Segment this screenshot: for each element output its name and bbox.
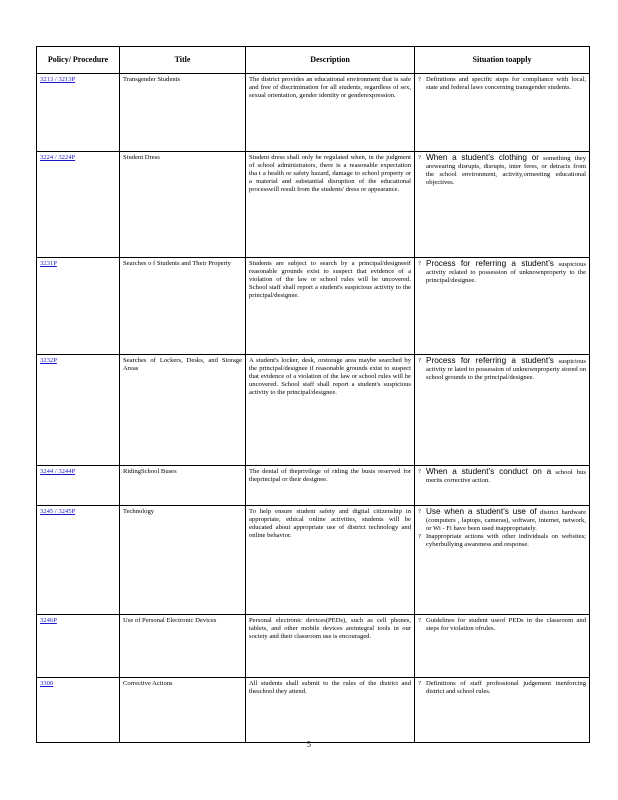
policy-link[interactable]: 3300: [40, 680, 54, 687]
title-cell: Student Dress: [120, 152, 246, 258]
situation-cell: [415, 74, 590, 152]
bullet-icon: ?: [418, 468, 421, 475]
situation-lead: When a student’s conduct on a: [426, 467, 552, 476]
title-cell: Searches of Lockers, Desks, and Storage Areas: [120, 355, 246, 466]
title-cell: Searches o f Students and Their Property: [120, 258, 246, 355]
situation-item: [418, 468, 586, 485]
situation-body: Definitions and specific steps for compliance with local, state and federal laws concerning transgender students.: [426, 76, 586, 92]
policy-link[interactable]: 3231P: [40, 260, 57, 267]
description-cell: To help ensure student safety and digital citizenship in appropriate, ethical online activities, students will be educated about appropriate use of district technology and online behavior.: [246, 506, 415, 615]
situation-cell: [415, 678, 590, 743]
situation-cell: [415, 466, 590, 506]
situation-body: school bus merits corrective action.: [426, 469, 586, 485]
table-row: [37, 152, 590, 258]
situation-text: [426, 617, 586, 633]
policy-cell: [37, 466, 120, 506]
situation-cell: [415, 258, 590, 355]
bullet-icon: ?: [418, 76, 421, 83]
situation-item: [418, 617, 586, 633]
situation-text: [426, 357, 586, 382]
policy-cell: [37, 74, 120, 152]
title-cell: Use of Personal Electronic Devices: [120, 615, 246, 678]
situation-body: suspicious activity re lated to possession of unknownproperty stored on school grounds to the principal/designee.: [426, 358, 586, 382]
policy-cell: [37, 258, 120, 355]
situation-text: [426, 680, 586, 696]
situation-lead: Process for referring a student’s: [426, 259, 554, 268]
table-body: [37, 74, 590, 743]
bullet-icon: ?: [418, 260, 421, 267]
policy-table-page: [36, 46, 589, 743]
situation-body: Definitions of staff professional judgement inenforcing district and school rules.: [426, 680, 586, 696]
situation-lead: When a student’s clothing or: [426, 153, 539, 162]
bullet-icon: ?: [418, 680, 421, 687]
situation-text: [426, 468, 586, 485]
bullet-icon: ?: [418, 508, 421, 515]
table-row: [37, 466, 590, 506]
page-number: 5: [307, 740, 311, 749]
situation-text: [426, 154, 586, 187]
description-cell: The district provides an educational environment that is safe and free of discrimination for all students, regardless of sex, sexual orientation, gender identity or genderexpression.: [246, 74, 415, 152]
header-policy: Policy/ Procedure: [37, 47, 120, 74]
description-cell: All students shall submit to the rules of the district and theschool they attend.: [246, 678, 415, 743]
policy-link[interactable]: 3213 / 3213P: [40, 76, 76, 83]
policy-table: [36, 46, 590, 743]
policy-cell: [37, 678, 120, 743]
policy-link[interactable]: 3244 / 3244P: [40, 468, 76, 475]
situation-item: [418, 357, 586, 382]
description-cell: Students are subject to search by a principal/designeeif reasonable grounds exist to suspect that evidence of a violation of the law or school rules will be uncovered. School staff shall report a student's suspicious activity to the principal/designee.: [246, 258, 415, 355]
table-row: [37, 678, 590, 743]
situation-item: [418, 533, 586, 549]
policy-link[interactable]: 3232P: [40, 357, 57, 364]
description-cell: A student's locker, desk, orstorage area maybe searched by the principal/designee if reasonable grounds exist to suspect that evidence of a violation of the law or school rules will be uncovered. School staff shall report a student's suspicious activity to the principal/designee.: [246, 355, 415, 466]
bullet-icon: ?: [418, 154, 421, 161]
situation-body: Inappropriate actions with other individuals on websites; cyberbullying awareness and response.: [426, 533, 586, 549]
description-cell: Personal electronic devices(PEDs), such as cell phones, tablets, and other mobile devices areintegral tools in our society and their classroom use is encouraged.: [246, 615, 415, 678]
table-row: [37, 506, 590, 615]
policy-cell: [37, 506, 120, 615]
policy-cell: [37, 615, 120, 678]
header-title: Title: [120, 47, 246, 74]
table-row: [37, 74, 590, 152]
situation-item: [418, 154, 586, 187]
table-row: [37, 355, 590, 466]
header-description: Description: [246, 47, 415, 74]
situation-body: district hardware (computers , laptops, cameras), software, internet, network, or Wi - Fi have been used inappropriately.: [426, 509, 586, 533]
bullet-icon: ?: [418, 533, 421, 541]
table-header-row: [37, 47, 590, 74]
title-cell: RidingSchool Buses: [120, 466, 246, 506]
policy-link[interactable]: 3246P: [40, 617, 57, 624]
policy-link[interactable]: 3245 / 3245P: [40, 508, 76, 515]
situation-item: [418, 680, 586, 696]
table-row: [37, 615, 590, 678]
situation-item: [418, 260, 586, 285]
title-cell: Technology: [120, 506, 246, 615]
situation-cell: [415, 152, 590, 258]
title-cell: Corrective Actions: [120, 678, 246, 743]
description-cell: The denial of theprivilege of riding the busis reserved for theprincipal or their designee.: [246, 466, 415, 506]
situation-item: [418, 76, 586, 92]
situation-text: [426, 508, 586, 533]
situation-text: [426, 260, 586, 285]
bullet-icon: ?: [418, 357, 421, 364]
bullet-icon: ?: [418, 617, 421, 624]
situation-item: [418, 508, 586, 533]
policy-cell: [37, 355, 120, 466]
situation-text: [426, 533, 586, 549]
situation-lead: Process for referring a student’s: [426, 356, 554, 365]
situation-text: [426, 76, 586, 92]
description-cell: Student dress shall only be regulated when, in the judgment of school administrators, there is a reasonable expectation tha t a health or safety hazard, damage to school property or a material and substantial disruption of the educational processwill result from the students' dress or appearance.: [246, 152, 415, 258]
situation-cell: [415, 615, 590, 678]
policy-link[interactable]: 3224 / 3224P: [40, 154, 76, 161]
situation-body: something they arewearing disrupts, disrupts, inter feres, or detracts from the school environment, activity,ormeeting educational objectives.: [426, 155, 586, 187]
policy-cell: [37, 152, 120, 258]
situation-body: Guidelines for student useof PEDs in the classroom and steps for violation ofrules.: [426, 617, 586, 633]
situation-cell: [415, 506, 590, 615]
situation-lead: Use when a student’s use of: [426, 507, 537, 516]
table-row: [37, 258, 590, 355]
title-cell: Transgender Students: [120, 74, 246, 152]
header-situation: Situation toapply: [415, 47, 590, 74]
situation-body: suspicious activity related to possession of unknownproperty to the principal/designee.: [426, 261, 586, 285]
situation-cell: [415, 355, 590, 466]
